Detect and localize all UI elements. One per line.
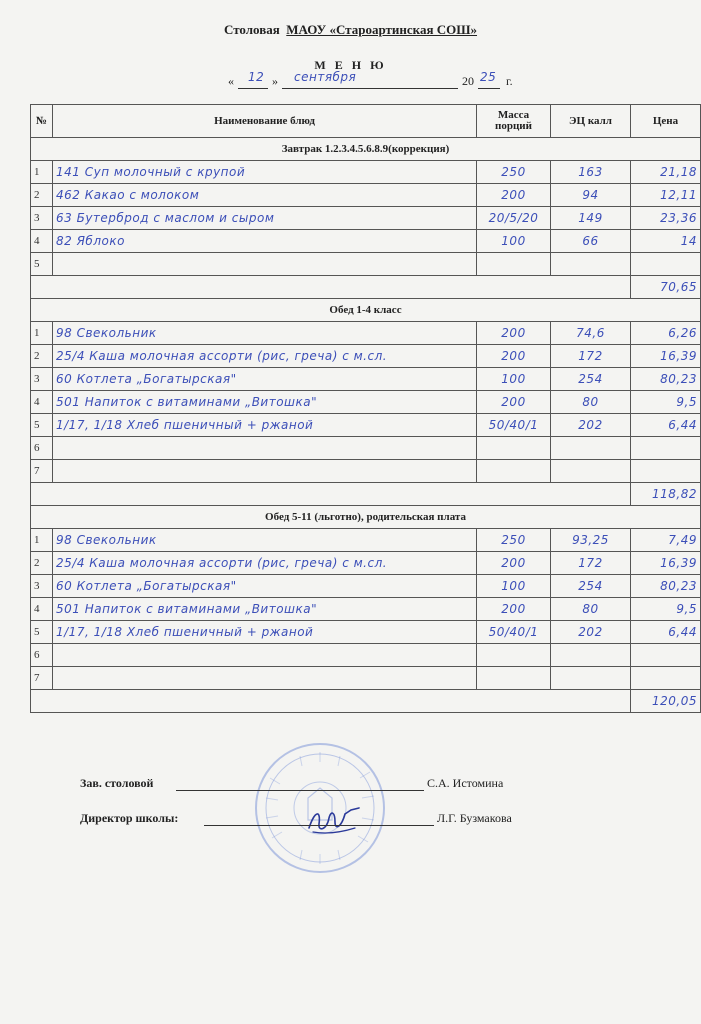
section-header-row [31, 138, 701, 161]
row-number: 3 [31, 207, 53, 230]
row-number: 4 [31, 230, 53, 253]
dish-mass [477, 437, 551, 460]
section-total-price: 120,05 [631, 690, 701, 713]
row-number: 1 [31, 322, 53, 345]
dish-kcal: 202 [551, 414, 631, 437]
dish-kcal: 93,25 [551, 529, 631, 552]
table-row [31, 345, 701, 368]
dish-mass [477, 667, 551, 690]
dish-name: 63 Бутерброд с маслом и сыром [53, 207, 477, 230]
dish-price: 9,5 [631, 598, 701, 621]
table-row [31, 391, 701, 414]
header-mass: Масса порций [477, 105, 551, 138]
table-row [31, 184, 701, 207]
dish-mass: 100 [477, 575, 551, 598]
dish-kcal: 254 [551, 368, 631, 391]
menu-table [30, 104, 701, 713]
header-price: Цена [631, 105, 701, 138]
section-total-row [31, 276, 701, 299]
dish-price: 16,39 [631, 345, 701, 368]
dish-name: 82 Яблоко [53, 230, 477, 253]
row-number: 7 [31, 460, 53, 483]
section-total-row [31, 483, 701, 506]
dish-mass: 100 [477, 230, 551, 253]
dish-kcal: 163 [551, 161, 631, 184]
dish-mass: 200 [477, 184, 551, 207]
section-header-row [31, 299, 701, 322]
header-number: № [31, 105, 53, 138]
dish-kcal [551, 644, 631, 667]
dish-price: 80,23 [631, 368, 701, 391]
dish-price: 9,5 [631, 391, 701, 414]
dish-kcal [551, 253, 631, 276]
date-month: сентября [294, 70, 357, 84]
dish-price: 21,18 [631, 161, 701, 184]
row-number: 6 [31, 644, 53, 667]
date-year-suffix: 25 [480, 70, 497, 84]
dish-name [53, 667, 477, 690]
dish-price: 23,36 [631, 207, 701, 230]
section-title: Обед 1-4 класс [31, 299, 701, 322]
menu-heading: М Е Н Ю [314, 58, 387, 72]
table-row [31, 322, 701, 345]
dish-price [631, 667, 701, 690]
dish-name [53, 437, 477, 460]
table-row [31, 368, 701, 391]
dish-name [53, 460, 477, 483]
menu-date [228, 72, 528, 92]
dish-name: 501 Напиток с витаминами „Витошка" [53, 598, 477, 621]
table-row [31, 552, 701, 575]
dish-name [53, 253, 477, 276]
dish-price: 6,26 [631, 322, 701, 345]
dish-name: 60 Котлета „Богатырская" [53, 368, 477, 391]
dish-name: 98 Свекольник [53, 322, 477, 345]
dish-price [631, 644, 701, 667]
dish-price [631, 253, 701, 276]
dish-name: 98 Свекольник [53, 529, 477, 552]
dish-name: 141 Суп молочный с крупой [53, 161, 477, 184]
row-number: 2 [31, 345, 53, 368]
section-total-spacer [31, 276, 631, 299]
dish-name: 25/4 Каша молочная ассорти (рис, греча) с м.сл. [53, 552, 477, 575]
date-day-line [238, 88, 268, 89]
dish-mass: 50/40/1 [477, 414, 551, 437]
dish-kcal: 66 [551, 230, 631, 253]
canteen-head-label: Зав. столовой [80, 776, 154, 790]
dish-price: 16,39 [631, 552, 701, 575]
section-total-spacer [31, 690, 631, 713]
director-name: Л.Г. Бузмакова [437, 811, 512, 825]
table-row [31, 207, 701, 230]
dish-mass: 250 [477, 529, 551, 552]
dish-mass [477, 644, 551, 667]
dish-kcal: 94 [551, 184, 631, 207]
canteen-head-signature-line [176, 790, 424, 791]
director-label: Директор школы: [80, 811, 179, 825]
title-organization: МАОУ «Староартинская СОШ» [286, 22, 478, 37]
dish-kcal: 80 [551, 391, 631, 414]
dish-kcal: 172 [551, 345, 631, 368]
dish-kcal: 202 [551, 621, 631, 644]
dish-name: 1/17, 1/18 Хлеб пшеничный + ржаной [53, 414, 477, 437]
dish-name: 60 Котлета „Богатырская" [53, 575, 477, 598]
dish-price: 80,23 [631, 575, 701, 598]
table-header-row [31, 105, 701, 138]
section-header-row [31, 506, 701, 529]
row-number: 7 [31, 667, 53, 690]
director-signature [305, 800, 365, 840]
table-row [31, 644, 701, 667]
section-total-row [31, 690, 701, 713]
dish-kcal: 80 [551, 598, 631, 621]
dish-mass [477, 460, 551, 483]
date-close-quote: » [272, 74, 278, 88]
table-row [31, 230, 701, 253]
dish-price: 14 [631, 230, 701, 253]
row-number: 5 [31, 621, 53, 644]
table-row [31, 460, 701, 483]
row-number: 4 [31, 598, 53, 621]
dish-mass: 200 [477, 345, 551, 368]
canteen-head-name: С.А. Истомина [427, 776, 504, 790]
menu-table-body [31, 138, 701, 713]
dish-price: 6,44 [631, 621, 701, 644]
dish-mass: 50/40/1 [477, 621, 551, 644]
dish-mass [477, 253, 551, 276]
row-number: 4 [31, 391, 53, 414]
row-number: 5 [31, 414, 53, 437]
table-row [31, 621, 701, 644]
table-row [31, 529, 701, 552]
table-row [31, 598, 701, 621]
dish-mass: 250 [477, 161, 551, 184]
dish-kcal: 74,6 [551, 322, 631, 345]
date-year-prefix: 20 [462, 74, 474, 88]
table-row [31, 437, 701, 460]
row-number: 2 [31, 552, 53, 575]
table-row [31, 667, 701, 690]
dish-price: 6,44 [631, 414, 701, 437]
dish-price: 12,11 [631, 184, 701, 207]
dish-kcal: 254 [551, 575, 631, 598]
table-row [31, 575, 701, 598]
date-year-unit: г. [506, 74, 513, 88]
date-day: 12 [248, 70, 265, 84]
document-title [0, 22, 701, 38]
dish-kcal [551, 437, 631, 460]
row-number: 1 [31, 161, 53, 184]
row-number: 1 [31, 529, 53, 552]
row-number: 6 [31, 437, 53, 460]
section-total-price: 70,65 [631, 276, 701, 299]
section-total-price: 118,82 [631, 483, 701, 506]
table-row [31, 414, 701, 437]
date-year-line [478, 88, 500, 89]
row-number: 5 [31, 253, 53, 276]
table-row [31, 161, 701, 184]
dish-mass: 100 [477, 368, 551, 391]
dish-price [631, 437, 701, 460]
table-row [31, 253, 701, 276]
date-open-quote: « [228, 74, 234, 88]
dish-mass: 200 [477, 322, 551, 345]
section-title: Обед 5-11 (льготно), родительская плата [31, 506, 701, 529]
dish-kcal: 149 [551, 207, 631, 230]
dish-price [631, 460, 701, 483]
header-kcal: ЭЦ калл [551, 105, 631, 138]
dish-mass: 20/5/20 [477, 207, 551, 230]
dish-mass: 200 [477, 552, 551, 575]
dish-name: 25/4 Каша молочная ассорти (рис, греча) с м.сл. [53, 345, 477, 368]
dish-name: 462 Какао с молоком [53, 184, 477, 207]
dish-kcal: 172 [551, 552, 631, 575]
section-total-spacer [31, 483, 631, 506]
row-number: 2 [31, 184, 53, 207]
dish-mass: 200 [477, 598, 551, 621]
dish-kcal [551, 460, 631, 483]
header-dish-name: Наименование блюд [53, 105, 477, 138]
row-number: 3 [31, 368, 53, 391]
section-title: Завтрак 1.2.3.4.5.6.8.9(коррекция) [31, 138, 701, 161]
dish-price: 7,49 [631, 529, 701, 552]
dish-name: 501 Напиток с витаминами „Витошка" [53, 391, 477, 414]
director-signature-line [204, 825, 434, 826]
dish-name [53, 644, 477, 667]
dish-name: 1/17, 1/18 Хлеб пшеничный + ржаной [53, 621, 477, 644]
dish-mass: 200 [477, 391, 551, 414]
date-month-line [282, 88, 458, 89]
title-prefix: Столовая [223, 22, 280, 37]
dish-kcal [551, 667, 631, 690]
row-number: 3 [31, 575, 53, 598]
